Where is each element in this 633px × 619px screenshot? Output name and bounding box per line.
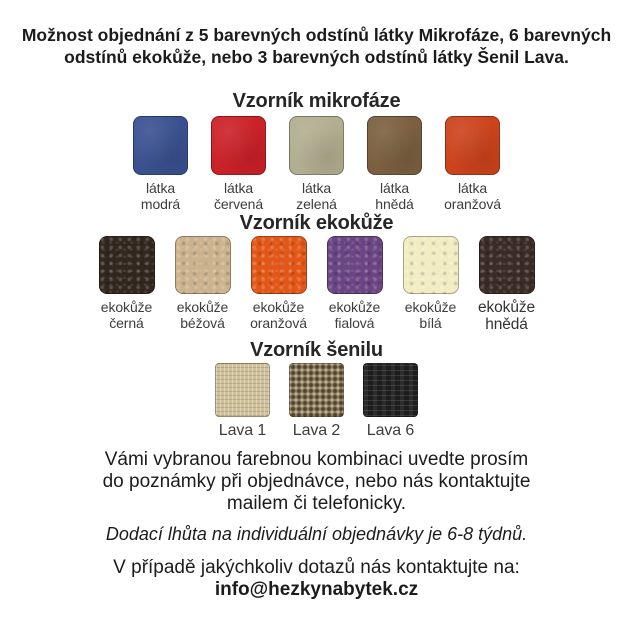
swatch-row-mikrofaze	[133, 116, 501, 212]
section-title-ekokuze: Vzorník ekokůže	[239, 212, 394, 234]
swatch-cell-ekokuze-bila	[403, 236, 459, 331]
swatch-label: ekokůže fialová	[328, 299, 381, 331]
swatch-cell-latka-cervena	[211, 116, 267, 212]
swatch-label: látka hnědá	[375, 180, 414, 212]
order-note-line-1: Vámi vybranou farebnou kombinaci uvedte prosím	[104, 449, 529, 470]
swatch-cell-ekokuze-bezova	[175, 236, 231, 331]
section-title-mikrofaze: Vzorník mikrofáze	[232, 90, 401, 112]
order-note-line-2: do poznámky při objednávce, nebo nás kontaktujte	[102, 471, 531, 492]
swatch-ekokuze-cerna	[99, 236, 155, 294]
swatch-cell-latka-zelena	[289, 116, 345, 212]
swatch-cell-lava-2	[289, 363, 345, 439]
swatch-latka-hneda	[367, 116, 422, 175]
section-title-senil: Vzorník šenilu	[250, 339, 383, 361]
swatch-latka-oranzova	[445, 116, 500, 175]
swatch-label: látka zelená	[296, 180, 337, 212]
swatch-ekokuze-fialova	[327, 236, 383, 294]
swatch-label: Lava 2	[292, 422, 341, 439]
swatch-label: ekokůže béžová	[176, 299, 229, 331]
swatch-latka-zelena	[289, 116, 344, 175]
swatch-row-senil	[215, 363, 419, 439]
swatch-ekokuze-hneda	[479, 236, 535, 294]
swatch-label: Lava 6	[366, 422, 415, 439]
swatch-row-ekokuze	[99, 236, 535, 333]
page-title-line-2: odstínů ekokůže, nebo 3 barevných odstínů látky Šenil Lava.	[64, 47, 569, 67]
contact-line: V případě jakýchkoliv dotazů nás kontaktujte na:	[113, 557, 520, 578]
swatch-cell-ekokuze-fialova	[327, 236, 383, 331]
swatch-label: látka oranžová	[444, 180, 501, 212]
swatch-cell-ekokuze-cerna	[99, 236, 155, 331]
order-note	[103, 449, 531, 515]
swatch-cell-ekokuze-hneda	[479, 236, 535, 333]
swatch-lava-1	[215, 363, 270, 417]
swatch-latka-modra	[133, 116, 188, 175]
swatch-cell-ekokuze-oranzova	[251, 236, 307, 331]
swatch-ekokuze-bezova	[175, 236, 231, 294]
swatch-label: ekokůže černá	[100, 299, 153, 331]
swatch-cell-latka-modra	[133, 116, 189, 212]
swatch-label: ekokůže oranžová	[250, 299, 307, 331]
contact-block	[113, 557, 520, 601]
swatch-cell-lava-6	[363, 363, 419, 439]
order-note-line-3: mailem či telefonicky.	[226, 493, 407, 514]
swatch-ekokuze-bila	[403, 236, 459, 294]
page-title-line-1: Možnost objednání z 5 barevných odstínů látky Mikrofáze, 6 barevných	[21, 25, 612, 45]
swatch-ekokuze-oranzova	[251, 236, 307, 294]
swatch-label: ekokůže hnědá	[477, 299, 536, 333]
swatch-lava-2	[289, 363, 344, 417]
page-title	[17, 24, 617, 68]
swatch-label: ekokůže bílá	[404, 299, 457, 331]
swatch-label: Lava 1	[218, 422, 267, 439]
swatch-cell-lava-1	[215, 363, 271, 439]
swatch-cell-latka-oranzova	[445, 116, 501, 212]
contact-email: info@hezkynabytek.cz	[214, 579, 419, 600]
swatch-cell-latka-hneda	[367, 116, 423, 212]
swatch-lava-6	[363, 363, 418, 417]
delivery-note: Dodací lhůta na individuální objednávky je 6-8 týdnů.	[105, 524, 528, 544]
swatch-label: látka červená	[213, 180, 264, 212]
swatch-latka-cervena	[211, 116, 266, 175]
swatch-label: látka modrá	[140, 180, 181, 212]
